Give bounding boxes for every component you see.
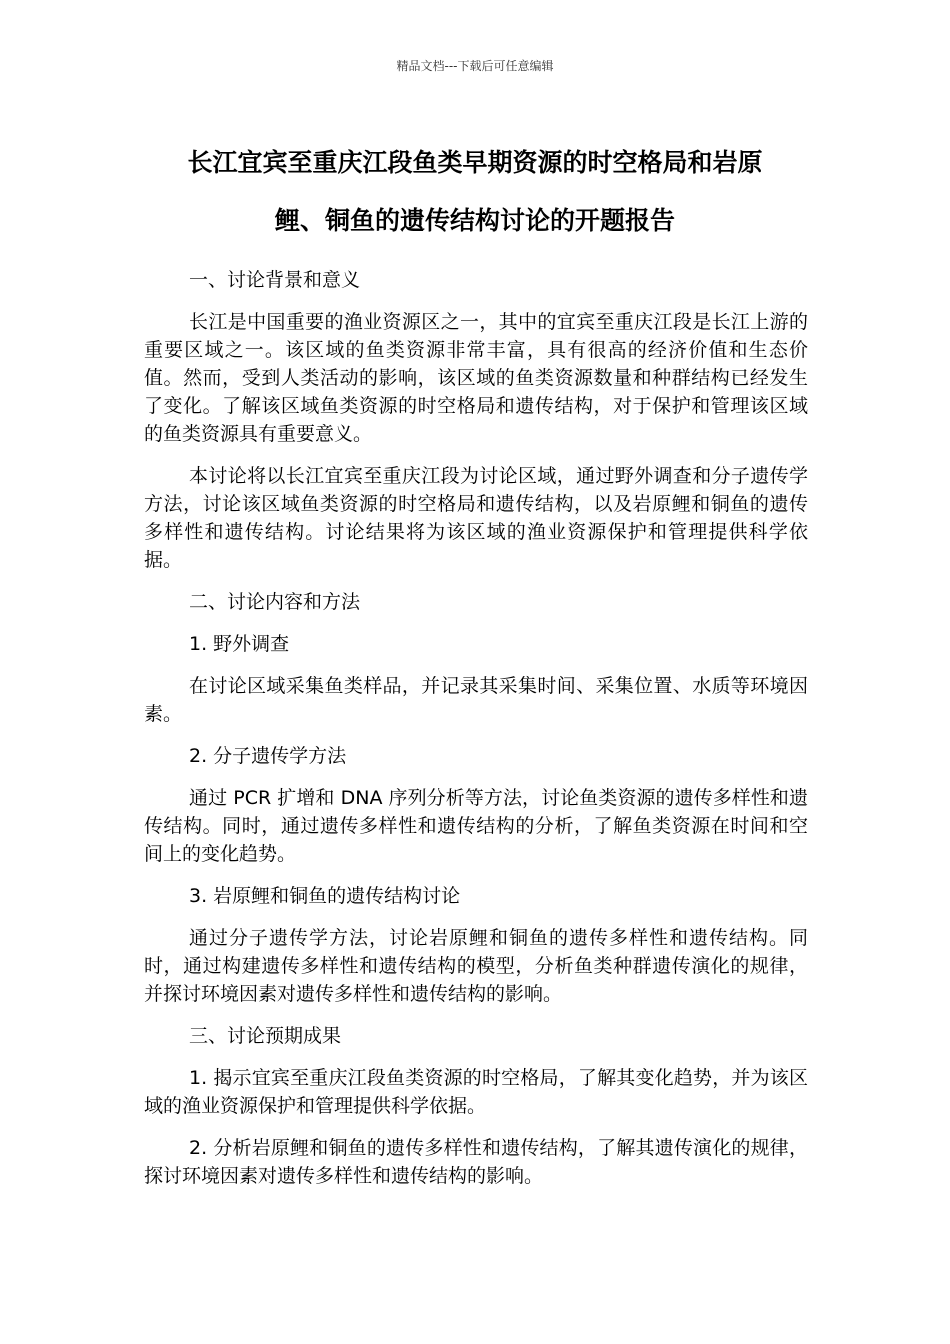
paragraph-molecular-methods: 通过 PCR 扩增和 DNA 序列分析等方法，讨论鱼类资源的遗传多样性和遗传结构。同时，通过遗传多样性和遗传结构的分析，了解鱼类资源在时间和空间上的变化趋势。 bbox=[144, 787, 808, 865]
paragraph-expected-result-1: 1. 揭示宜宾至重庆江段鱼类资源的时空格局，了解其变化趋势，并为该区域的渔业资源保护和管理提供科学依据。 bbox=[144, 1067, 808, 1117]
paragraph-field-survey: 在讨论区域采集鱼类样品，并记录其采集时间、采集位置、水质等环境因素。 bbox=[144, 675, 808, 725]
header-note: 精品文档---下载后可任意编辑 bbox=[396, 59, 554, 73]
title-line-2: 鲤、铜鱼的遗传结构讨论的开题报告 bbox=[274, 206, 675, 235]
paragraph-expected-result-2: 2. 分析岩原鲤和铜鱼的遗传多样性和遗传结构，了解其遗传演化的规律，探讨环境因素对遗传多样性和遗传结构的影响。 bbox=[144, 1137, 808, 1187]
subheading-genetic-structure: 3. 岩原鲤和铜鱼的遗传结构讨论 bbox=[189, 885, 461, 907]
paragraph-background-2: 本讨论将以长江宜宾至重庆江段为讨论区域，通过野外调查和分子遗传学方法，讨论该区域鱼类资源的时空格局和遗传结构，以及岩原鲤和铜鱼的遗传多样性和遗传结构。讨论结果将为该区域的渔业资源保护和管理提供科学依据。 bbox=[144, 465, 808, 571]
section-heading-expected-results: 三、讨论预期成果 bbox=[189, 1025, 342, 1047]
subheading-molecular-methods: 2. 分子遗传学方法 bbox=[189, 745, 347, 767]
subheading-field-survey: 1. 野外调查 bbox=[189, 633, 290, 655]
section-heading-background: 一、讨论背景和意义 bbox=[189, 269, 361, 291]
title-line-1: 长江宜宾至重庆江段鱼类早期资源的时空格局和岩原 bbox=[187, 148, 763, 177]
document-body bbox=[144, 266, 808, 1204]
paragraph-background-1: 长江是中国重要的渔业资源区之一，其中的宜宾至重庆江段是长江上游的重要区域之一。该区域的鱼类资源非常丰富，具有很高的经济价值和生态价值。然而，受到人类活动的影响，该区域的鱼类资源数量和种群结构已经发生了变化。了解该区域鱼类资源的时空格局和遗传结构，对于保护和管理该区域的鱼类资源具有重要意义。 bbox=[144, 311, 808, 445]
page-title bbox=[130, 134, 820, 250]
paragraph-genetic-structure: 通过分子遗传学方法，讨论岩原鲤和铜鱼的遗传多样性和遗传结构。同时，通过构建遗传多样性和遗传结构的模型，分析鱼类种群遗传演化的规律，并探讨环境因素对遗传多样性和遗传结构的影响。 bbox=[144, 927, 808, 1005]
section-heading-content-methods: 二、讨论内容和方法 bbox=[189, 591, 361, 613]
